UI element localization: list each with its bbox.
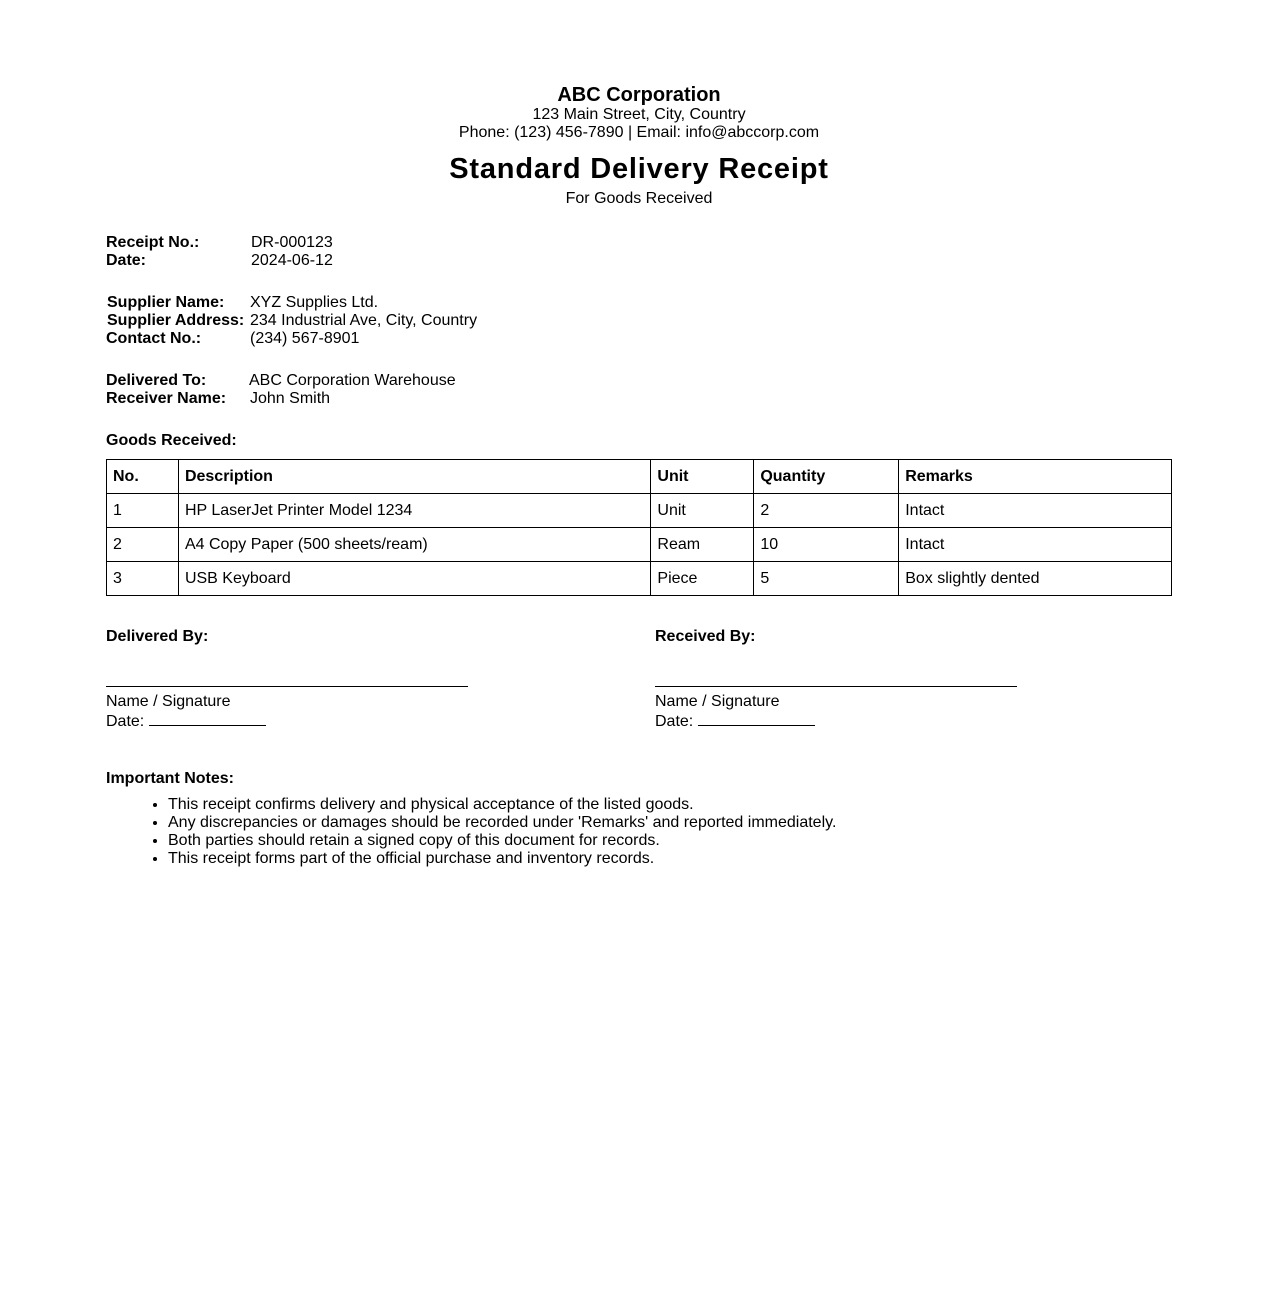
cell-remarks: Intact bbox=[899, 494, 1172, 528]
delivered-by-signature-line[interactable] bbox=[106, 686, 468, 687]
company-contact: Phone: (123) 456-7890 | Email: info@abccorp.com bbox=[458, 124, 820, 141]
received-by-date-label: Date: bbox=[655, 713, 694, 730]
received-by-name-signature-label: Name / Signature bbox=[655, 693, 780, 710]
receipt-number-value: DR-000123 bbox=[251, 234, 333, 251]
supplier-address-row bbox=[106, 312, 1172, 330]
delivered-by-date-label: Date: bbox=[106, 713, 145, 730]
supplier-name-label: Supplier Name: bbox=[107, 294, 225, 311]
receiver-name-row bbox=[106, 390, 1172, 408]
supplier-contact-label: Contact No.: bbox=[106, 330, 202, 347]
cell-description: HP LaserJet Printer Model 1234 bbox=[178, 494, 650, 528]
delivered-by-block bbox=[106, 628, 506, 731]
delivered-by-title: Delivered By: bbox=[106, 628, 209, 645]
goods-table bbox=[106, 459, 1172, 596]
column-header-remarks: Remarks bbox=[899, 460, 1172, 494]
receipt-date-label: Date: bbox=[106, 252, 147, 269]
supplier-address-label: Supplier Address: bbox=[107, 312, 245, 329]
document-header bbox=[106, 84, 1172, 208]
cell-unit: Piece bbox=[651, 562, 754, 596]
cell-no: 1 bbox=[107, 494, 179, 528]
delivered-to-value: ABC Corporation Warehouse bbox=[249, 372, 456, 389]
column-header-no: No. bbox=[107, 460, 179, 494]
delivered-to-row bbox=[106, 372, 1172, 390]
important-notes-list bbox=[106, 796, 1172, 868]
list-item: • This receipt forms part of the official purchase and inventory records. bbox=[168, 850, 1172, 868]
supplier-contact-row bbox=[106, 330, 1172, 348]
receiver-name-value: John Smith bbox=[250, 390, 331, 407]
column-header-unit: Unit bbox=[651, 460, 754, 494]
delivery-receipt-page bbox=[106, 84, 1172, 868]
cell-quantity: 5 bbox=[754, 562, 899, 596]
list-item: • This receipt confirms delivery and physical acceptance of the listed goods. bbox=[168, 796, 1172, 814]
supplier-address-value: 234 Industrial Ave, City, Country bbox=[250, 312, 478, 329]
document-title: Standard Delivery Receipt bbox=[449, 153, 829, 185]
column-header-description: Description bbox=[178, 460, 650, 494]
list-item: • Both parties should retain a signed copy of this document for records. bbox=[168, 832, 1172, 850]
received-by-signature-line[interactable] bbox=[655, 686, 1017, 687]
supplier-contact-value: (234) 567-8901 bbox=[250, 330, 360, 347]
received-by-title: Received By: bbox=[655, 628, 756, 645]
cell-unit: Ream bbox=[651, 528, 754, 562]
cell-description: USB Keyboard bbox=[178, 562, 650, 596]
company-address: 123 Main Street, City, Country bbox=[532, 106, 746, 123]
cell-quantity: 2 bbox=[754, 494, 899, 528]
cell-description: A4 Copy Paper (500 sheets/ream) bbox=[178, 528, 650, 562]
cell-remarks: Box slightly dented bbox=[899, 562, 1172, 596]
cell-quantity: 10 bbox=[754, 528, 899, 562]
company-name: ABC Corporation bbox=[557, 84, 721, 106]
delivered-to-label: Delivered To: bbox=[106, 372, 207, 389]
received-by-date-blank[interactable] bbox=[698, 711, 815, 726]
list-item: • Any discrepancies or damages should be recorded under 'Remarks' and reported immediately. bbox=[168, 814, 1172, 832]
table-row bbox=[107, 562, 1172, 596]
signature-section bbox=[106, 628, 1172, 778]
received-by-date bbox=[655, 711, 1055, 731]
supplier-name-row bbox=[106, 294, 1172, 312]
column-header-quantity: Quantity bbox=[754, 460, 899, 494]
goods-received-title: Goods Received: bbox=[106, 432, 237, 449]
delivered-by-date bbox=[106, 711, 506, 731]
delivered-by-name-signature-label: Name / Signature bbox=[106, 693, 231, 710]
received-by-block bbox=[655, 628, 1055, 731]
receipt-number-row bbox=[106, 234, 1172, 252]
table-header-row bbox=[107, 460, 1172, 494]
document-subtitle: For Goods Received bbox=[565, 190, 713, 207]
supplier-name-value: XYZ Supplies Ltd. bbox=[250, 294, 379, 311]
delivered-by-date-blank[interactable] bbox=[149, 711, 266, 726]
receipt-date-value: 2024-06-12 bbox=[251, 252, 333, 269]
table-row bbox=[107, 494, 1172, 528]
receipt-info bbox=[106, 234, 1172, 408]
cell-unit: Unit bbox=[651, 494, 754, 528]
cell-no: 3 bbox=[107, 562, 179, 596]
receipt-date-row bbox=[106, 252, 1172, 270]
receipt-number-label: Receipt No.: bbox=[106, 234, 200, 251]
important-notes-title: Important Notes: bbox=[106, 770, 234, 787]
cell-no: 2 bbox=[107, 528, 179, 562]
receiver-name-label: Receiver Name: bbox=[106, 390, 227, 407]
cell-remarks: Intact bbox=[899, 528, 1172, 562]
table-row bbox=[107, 528, 1172, 562]
